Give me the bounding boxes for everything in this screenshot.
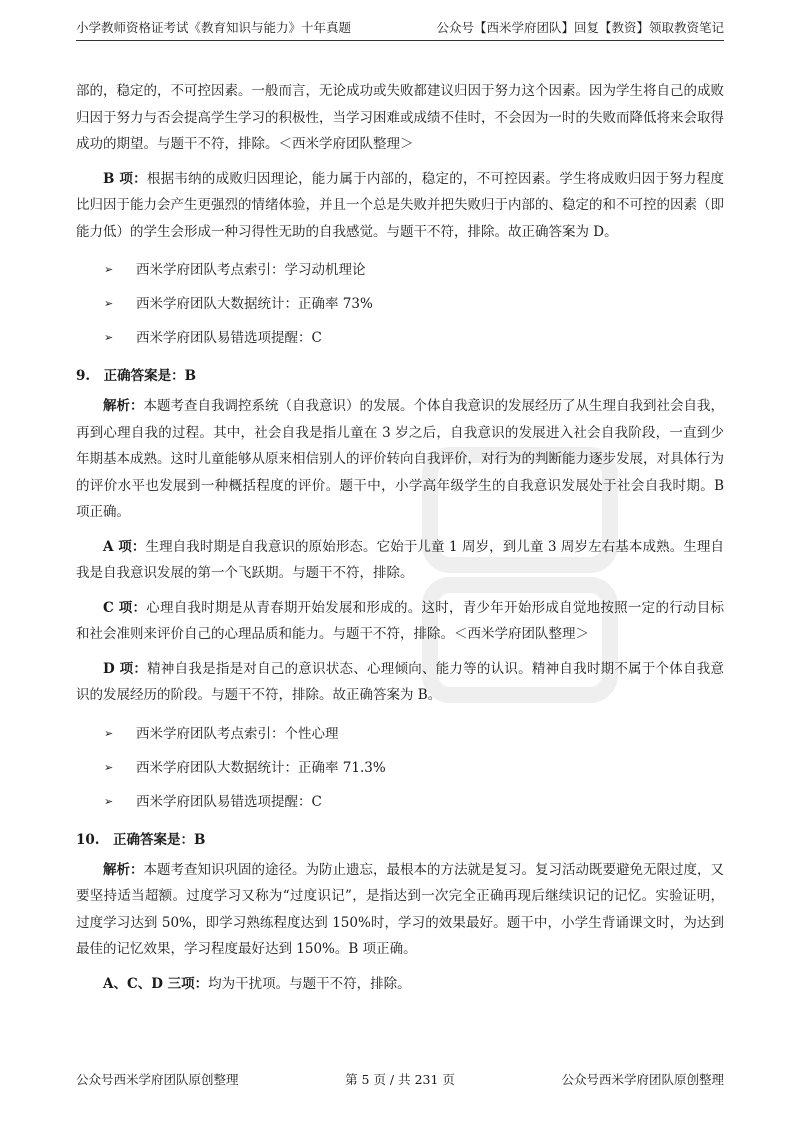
header-left-title: 小学教师资格证考试《教育知识与能力》十年真题 — [76, 20, 352, 35]
paragraph-text: 部的，稳定的，不可控因素。一般而言，无论成功或失败都建议归因于努力这个因素。因为学生将自己的成败归因于努力与否会提高学生学习的积极性，当学习困难或成绩不佳时，不会因为一时的失败而降低将来会取得成功的期望。与题干不符，排除。＜西米学府团队整理＞ — [76, 83, 724, 152]
paragraph-label: 解析： — [103, 861, 144, 878]
paragraph-label: C 项： — [103, 599, 147, 616]
paragraph — [76, 78, 724, 158]
header-right-note: 公众号【西米学府团队】回复【教资】领取教资笔记 — [436, 20, 724, 35]
list-item — [104, 717, 724, 751]
page-header — [76, 0, 724, 41]
page-footer — [76, 1070, 724, 1090]
arrow-bullet-icon: ➢ — [104, 297, 114, 310]
paragraph-text: 本题考查自我调控系统（自我意识）的发展。个体自我意识的发展经历了从生理自我到社会自我，再到心理自我的过程。其中，社会自我是指儿童在 3 岁之后，自我意识的发展进入社会自我阶段，一直到少年期基本成熟。这时儿童能够从原来相信别人的评价转向自我评价，对行为的判断能力逐步发展，对具体行为的评价水平也发展到一种概括程度的评价。题干中，小学高年级学生的自我意识发展处于社会自我时期。B 项正确。 — [76, 398, 724, 520]
paragraph — [76, 656, 724, 709]
paragraph — [76, 857, 724, 963]
list-item — [104, 785, 724, 819]
list-item-text: 西米学府团队易错选项提醒：C — [136, 793, 322, 810]
paragraph-label: A、C、D 三项： — [103, 975, 209, 992]
paragraph-text: 生理自我时期是自我意识的原始形态。它始于儿童 1 周岁，到儿童 3 周岁左右基本成熟。生理自我是自我意识发展的第一个飞跃期。与题干不符，排除。 — [76, 538, 724, 581]
footer-right: 公众号西米学府团队原创整理 — [561, 1072, 724, 1087]
paragraph — [76, 595, 724, 648]
arrow-bullet-icon: ➢ — [104, 331, 114, 344]
list-item — [104, 253, 724, 287]
paragraph-text: 精神自我是指是对自己的意识状态、心理倾向、能力等的认识。精神自我时期不属于个体自我意识的发展经历的阶段。与题干不符，排除。故正确答案为 B。 — [76, 660, 724, 703]
paragraph-text: 心理自我时期是从青春期开始发展和形成的。这时，青少年开始形成自觉地按照一定的行动目标和社会准则来评价自己的心理品质和能力。与题干不符，排除。＜西米学府团队整理＞ — [76, 599, 724, 642]
arrow-bullet-icon: ➢ — [104, 263, 114, 276]
list-item-text: 西米学府团队大数据统计：正确率 73% — [136, 296, 373, 312]
paragraph — [76, 393, 724, 526]
paragraph-label: 解析： — [103, 398, 144, 414]
paragraph-label: D 项： — [103, 660, 148, 677]
paragraph-text: 根据韦纳的成败归因理论，能力属于内部的，稳定的，不可控因素。学生将成败归因于努力程度比归因于能力会产生更强烈的情绪体验，并且一个总是失败并把失败归于内部的、稳定的和不可控的因素（即能力低）的学生会形成一种习得性无助的自我感觉。与题干不符，排除。故正确答案为 D。 — [76, 170, 724, 240]
list-item-text: 西米学府团队易错选项提醒：C — [136, 330, 322, 346]
paragraph-label: B 项： — [103, 170, 147, 187]
arrow-bullet-icon: ➢ — [104, 760, 114, 774]
paragraph — [76, 971, 724, 998]
list-item — [104, 751, 724, 785]
paragraph — [76, 534, 724, 587]
list-item — [104, 321, 724, 355]
paragraph-text: 均为干扰项。与题干不符，排除。 — [208, 975, 411, 992]
list-item — [104, 287, 724, 321]
paragraph-label: A 项： — [103, 538, 146, 555]
list-item-text: 西米学府团队大数据统计：正确率 71.3% — [136, 759, 386, 776]
footer-left: 公众号西米学府团队原创整理 — [76, 1072, 239, 1087]
question-answer-heading: 9. 正确答案是：B — [76, 368, 197, 384]
list-item-text: 西米学府团队考点索引：个性心理 — [136, 725, 339, 742]
page-number: 第 5 页 / 共 231 页 — [345, 1072, 455, 1087]
arrow-bullet-icon: ➢ — [104, 726, 114, 740]
arrow-bullet-icon: ➢ — [104, 794, 114, 808]
document-body — [76, 78, 724, 1005]
paragraph — [76, 166, 724, 246]
question-answer-heading: 10. 正确答案是：B — [76, 831, 206, 848]
paragraph-text: 本题考查知识巩固的途径。为防止遗忘，最根本的方法就是复习。复习活动既要避免无限过度，又要坚持适当超额。过度学习又称为“过度识记”，是指达到一次完全正确再现后继续识记的记忆。实验证明，过度学习达到 50%，即学习熟练程度达到 150%时，学习的效果最好。题干中，小学生背诵课文时，为达到最佳的记忆效果，学习程度最好达到 150%。B 项正确。 — [76, 861, 724, 957]
list-item-text: 西米学府团队考点索引：学习动机理论 — [136, 262, 366, 278]
